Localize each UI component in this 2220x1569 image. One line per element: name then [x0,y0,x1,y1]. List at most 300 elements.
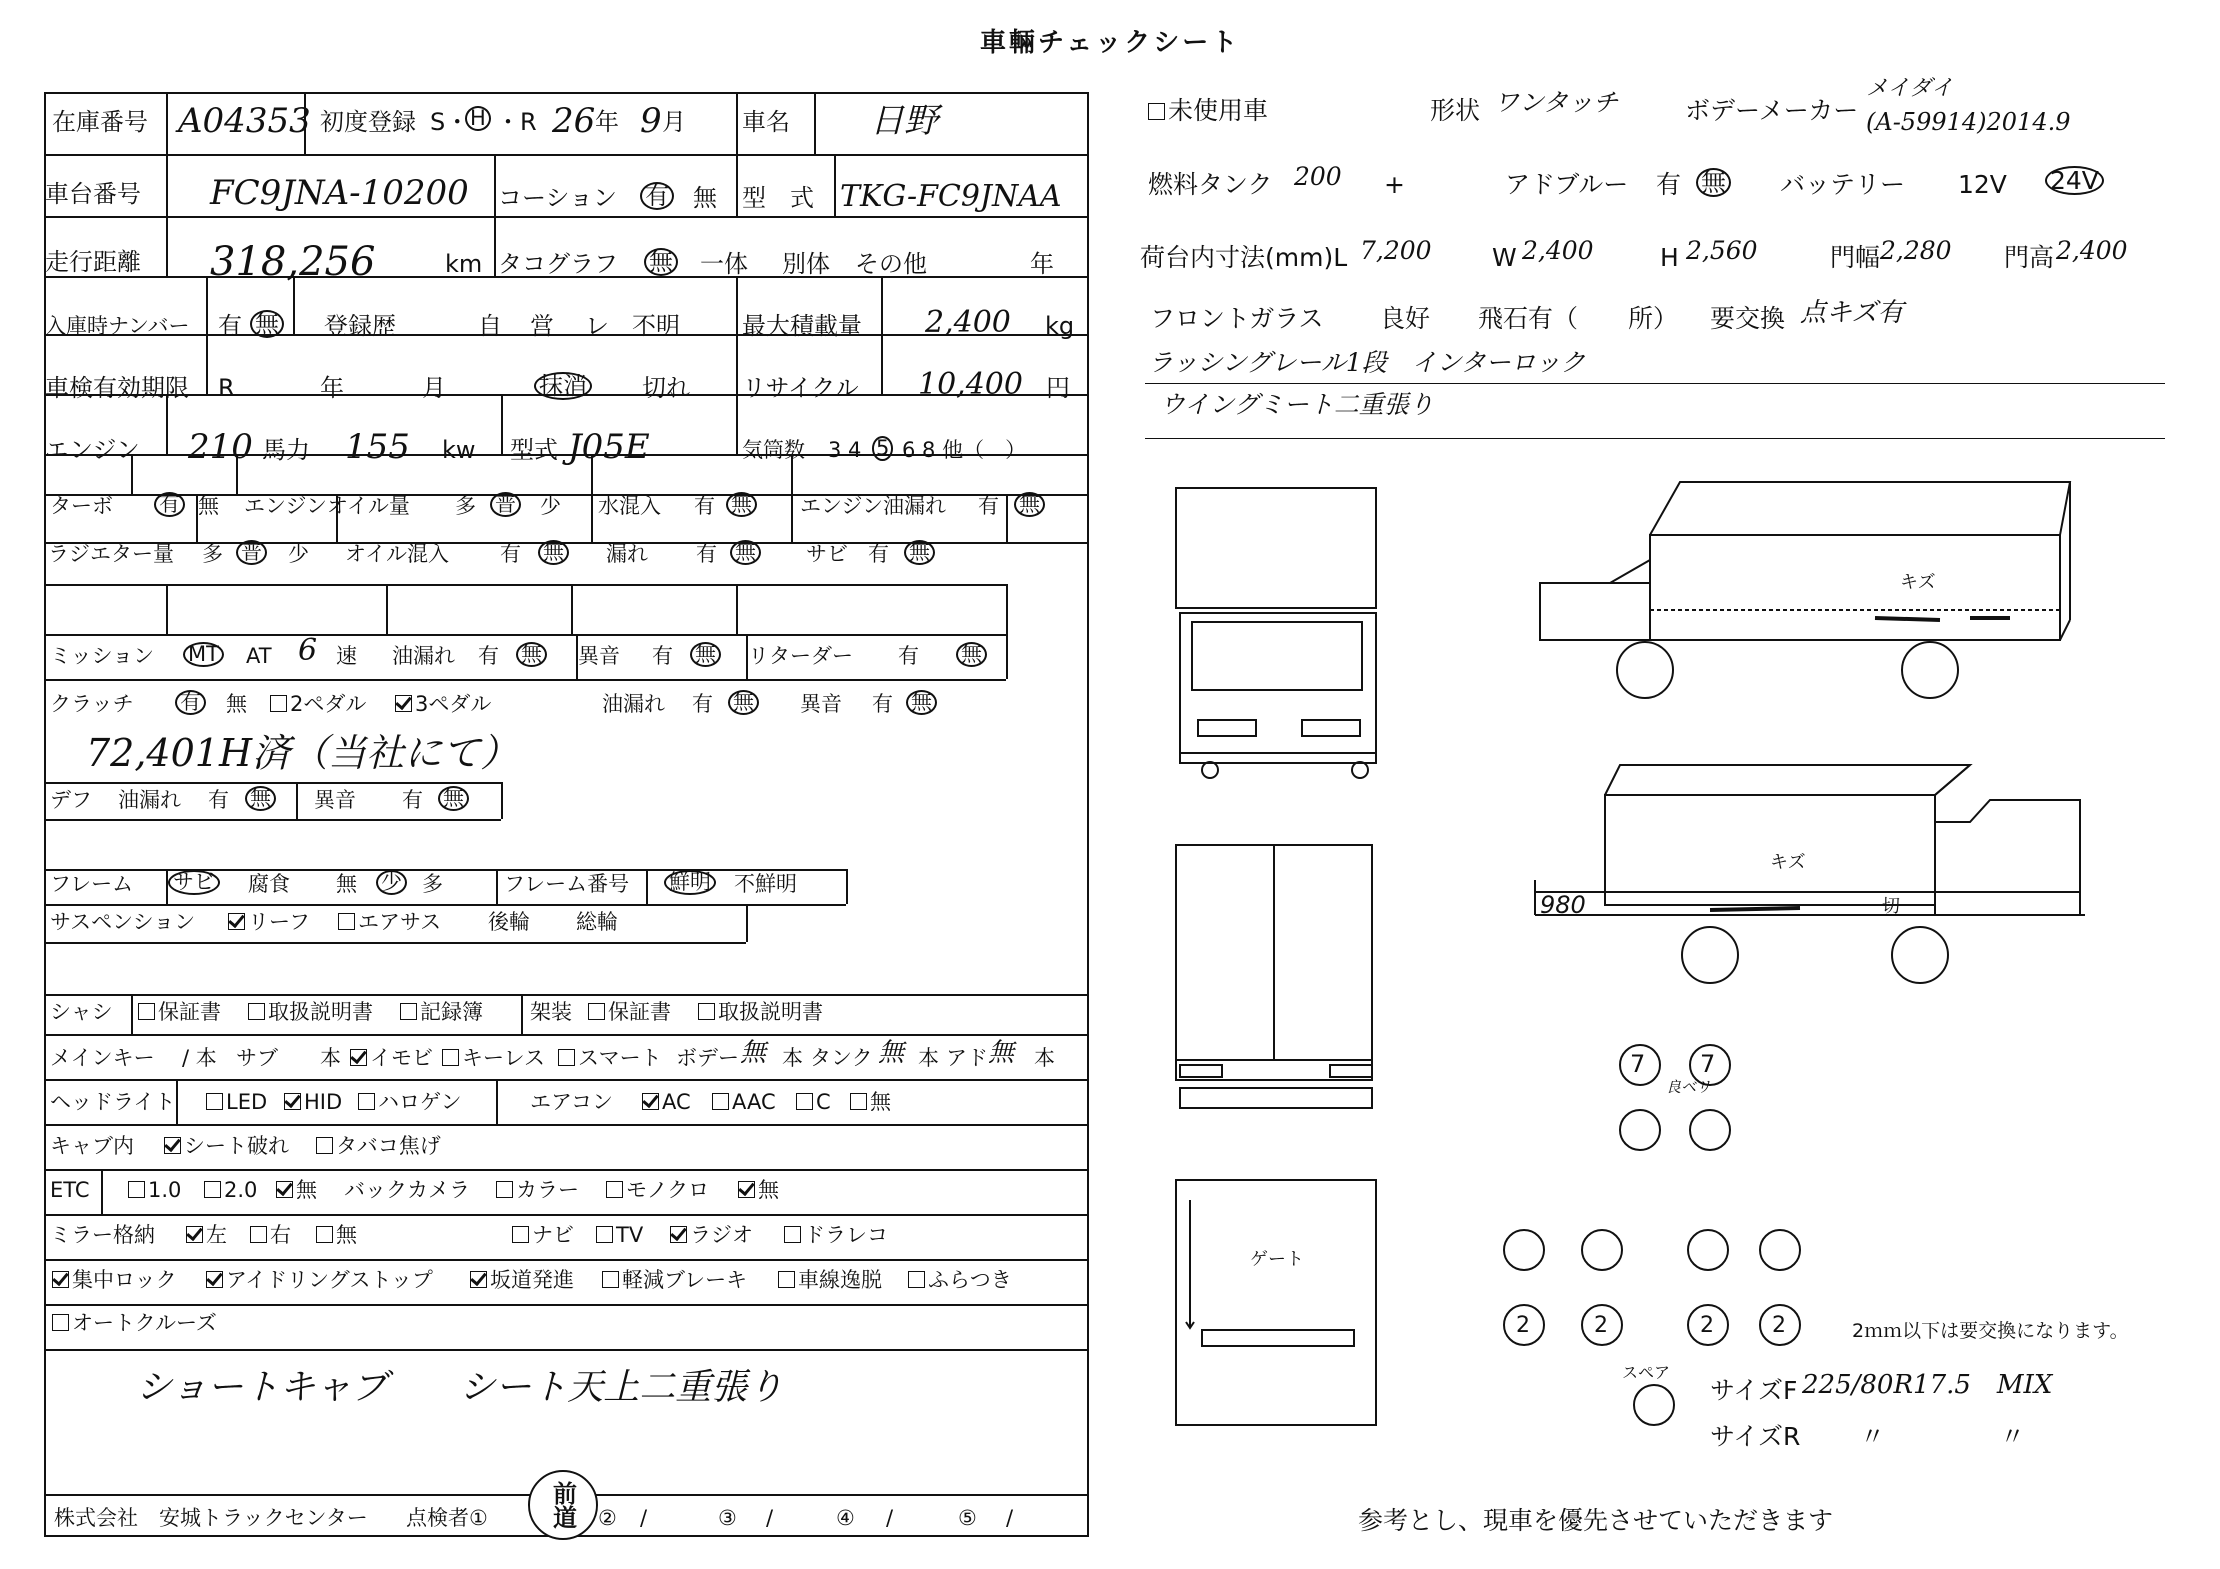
oil-mix-no: 無 [538,540,569,565]
drarec-text: ドラレコ [804,1223,888,1247]
led-checkbox[interactable] [206,1093,223,1110]
wobble-option[interactable] [908,1270,1012,1291]
c-option[interactable] [796,1092,831,1113]
fuel: 200 [1294,162,1342,191]
plate-no: 無 [250,310,284,338]
c-text: C [816,1090,831,1114]
clutch-2pedal-checkbox[interactable] [270,695,287,712]
m-leak-label: 油漏れ [392,644,455,668]
rad-many: 多 [202,542,223,566]
m-leak-yes: 有 [478,644,499,668]
etc20-option[interactable] [204,1180,257,1201]
cam-color-option[interactable] [496,1180,579,1201]
aac-checkbox[interactable] [712,1093,729,1110]
water-mix-label: 水混入 [598,494,661,518]
susp-rear: 後輪 [488,910,530,934]
radiator-label: ラジエター量 [48,542,174,566]
leak-no: 無 [730,540,761,565]
size-r-label: サイズR [1710,1422,1801,1451]
keyless-option[interactable] [442,1048,545,1069]
immobi-option[interactable] [350,1048,433,1069]
c-checkbox[interactable] [796,1093,813,1110]
dim-w: 2,400 [1522,236,1594,265]
tv-checkbox[interactable] [596,1226,613,1243]
cig-burn-checkbox[interactable] [316,1137,333,1154]
warranty-checkbox[interactable] [138,1003,155,1020]
side-view-2-body [1605,795,1935,905]
unused-checkbox[interactable] [1148,103,1165,120]
stock-no-label: 在庫番号 [52,108,148,136]
ac-checkbox[interactable] [642,1093,659,1110]
m-noise-yes: 有 [652,644,673,668]
tire-note: 2ｍｍ以下は要交換になります。 [1852,1320,2129,1342]
oil-few: 少 [540,494,561,518]
size-r-ditto-1: 〃 [1860,1422,1886,1451]
rust-label: サビ [806,542,848,566]
ac-none-checkbox[interactable] [850,1093,867,1110]
cam-mono-text: モノクロ [626,1178,710,1202]
d-noise-yes: 有 [402,788,423,812]
ac-text: AC [662,1090,691,1114]
reg-unknown: 不明 [632,312,680,340]
oil-many: 多 [455,494,476,518]
b-warranty-option[interactable] [588,1002,671,1023]
inspector-2: ② [598,1506,617,1530]
front-view-cab [1180,613,1376,763]
wobble-text: ふらつき [928,1268,1012,1292]
tacho-label: タコグラフ [498,250,618,278]
mission-at: AT [246,644,272,668]
etc-none-text: 無 [296,1178,317,1202]
etc20-text: 2.0 [224,1178,258,1202]
inspect-label: 車検有効期限 [45,374,189,402]
tire-rear-3: 2 [1700,1313,1714,1338]
central-lock-text: 集中ロック [72,1268,177,1292]
engine-leak-yes: 有 [978,494,999,518]
mission-speed: 6 [298,633,318,668]
c-noise-no: 無 [906,690,937,715]
clutch-2pedal-text: 2ペダル [290,692,367,716]
oil-mix-label: オイル混入 [345,542,449,566]
clutch-3pedal-text: 3ペダル [415,692,492,716]
turbo-label: ターボ [50,494,113,518]
radio-text: ラジオ [690,1223,753,1247]
shape-label: 形状 [1430,96,1481,125]
era-s: S・ [430,108,470,136]
idle-stop-checkbox[interactable] [206,1271,223,1288]
mirror-left-checkbox[interactable] [186,1226,203,1243]
smart-text: スマート [578,1046,662,1070]
halogen-option[interactable] [358,1092,462,1113]
key-main: / 本 [182,1046,217,1070]
slash-4: / [1006,1506,1014,1530]
navi-option[interactable] [512,1225,574,1246]
note-line-1 [1145,383,2165,384]
unused-text: 未使用車 [1168,96,1269,125]
ad-key-label: アド [946,1046,988,1070]
susp-air-checkbox[interactable] [338,913,355,930]
chassis-label: 車台番号 [45,180,141,208]
mirror-none-checkbox[interactable] [316,1226,333,1243]
d-leak-no: 無 [245,786,276,811]
navi-text: ナビ [532,1223,574,1247]
record-option[interactable] [400,1002,483,1023]
radio-checkbox[interactable] [670,1226,687,1243]
dim-h-label: H [1660,243,1679,272]
mileage: 318,256 [210,239,376,285]
frame-label: フレーム [50,872,134,896]
reg-rent: レ [585,312,609,340]
leak-yes: 有 [696,542,717,566]
frame-many: 多 [422,872,443,896]
mirror-label: ミラー格納 [50,1223,155,1247]
wheel-1b [1902,642,1958,698]
rust-yes: 有 [868,542,889,566]
central-lock-checkbox[interactable] [52,1271,69,1288]
mirror-none-option[interactable] [316,1225,357,1246]
frame-no-label: フレーム番号 [504,872,630,896]
cig-burn-option[interactable] [316,1136,441,1157]
glass-replace: 要交換 [1710,304,1786,333]
susp-air-option[interactable] [338,912,441,933]
cyl-opts: 3 4 [828,438,862,462]
brake-assist-option[interactable] [602,1270,747,1291]
unused-option[interactable] [1148,98,1268,123]
lane-depart-option[interactable] [778,1270,882,1291]
adblue-yes: 有 [1656,170,1682,199]
inspect-r: R [218,374,235,402]
gate-view [1176,1180,1376,1425]
etc20-checkbox[interactable] [204,1181,221,1198]
engine-leak-label: エンジン油漏れ [800,494,946,518]
clutch-label: クラッチ [50,692,134,716]
glass-label: フロントガラス [1150,304,1324,333]
frame-few: 少 [376,870,407,895]
plate-yes: 有 [218,312,242,340]
drarec-option[interactable] [784,1225,888,1246]
inspector-4: ④ [836,1506,855,1530]
retarder-no: 無 [956,642,987,667]
cam-none-checkbox[interactable] [738,1181,755,1198]
brake-assist-checkbox[interactable] [602,1271,619,1288]
kw-label: kw [442,436,476,464]
backcam-label: バックカメラ [344,1178,470,1202]
etc-label: ETC [50,1178,90,1202]
tank-key-label: タンク [810,1046,873,1070]
door-h-label: 門高 [2004,243,2055,272]
water-yes: 有 [694,494,715,518]
dim-h: 2,560 [1686,236,1758,265]
cruise-option[interactable] [52,1313,217,1334]
hill-start-option[interactable] [470,1270,574,1291]
tire-rear-1: 2 [1516,1313,1530,1338]
warranty-option[interactable] [138,1002,221,1023]
tire-rear-4: 2 [1772,1313,1786,1338]
fuel-plus: + [1384,170,1405,199]
m-leak-no: 無 [516,642,547,667]
wheel-2a [1682,927,1738,983]
susp-all: 総輪 [576,910,618,934]
smart-option[interactable] [558,1048,662,1069]
inspector-stamp: 前道 [528,1470,598,1540]
side-view-1-body [1650,535,2060,640]
ac-label: エアコン [530,1090,613,1114]
hid-checkbox[interactable] [284,1093,301,1110]
era-h: H [465,106,491,131]
rust-no: 無 [904,540,935,565]
smart-checkbox[interactable] [558,1049,575,1066]
engine-leak-no: 無 [1014,492,1045,517]
record-checkbox[interactable] [400,1003,417,1020]
rad-normal: 普 [236,540,267,565]
inspect-expired-mark: 抹消 [534,372,592,400]
glass-chip: 飛石有（ 所） [1478,304,1679,333]
tire-front-note: 良ベリ [1666,1078,1712,1096]
slash-3: / [886,1506,894,1530]
engine-model: J05E [568,427,650,467]
manual-option[interactable] [248,1002,373,1023]
central-lock-option[interactable] [52,1270,177,1291]
wheel-1a [1617,642,1673,698]
tacho-integrated: 一体 [700,250,748,278]
coating-yes: 有 [640,182,674,210]
glass-good: 良好 [1380,304,1431,333]
hill-start-text: 坂道発進 [490,1268,574,1292]
d-leak-label: 油漏れ [118,788,181,812]
suspension-label: サスペンション [50,910,196,934]
frame-no-unclear: 不鮮明 [734,872,797,896]
retarder-label: リターダー [748,644,853,668]
hid-option[interactable] [284,1092,342,1113]
fuel-label: 燃料タンク [1148,170,1273,199]
footer-note: 参考とし、現車を優先させていただきます [1358,1506,1834,1535]
inspector-5: ⑤ [958,1506,977,1530]
inspector-label: 点検者① [406,1506,488,1530]
seat-tear-checkbox[interactable] [164,1137,181,1154]
idle-stop-option[interactable] [206,1270,433,1291]
month-unit: 月 [662,108,686,136]
max-load-label: 最大積載量 [742,312,862,340]
cyl-selected: 5 [872,436,893,461]
inspector-3: ③ [718,1506,737,1530]
door-w: 2,280 [1880,236,1952,265]
stock-no: A04353 [178,101,311,141]
wobble-checkbox[interactable] [908,1271,925,1288]
leak-label: 漏れ [606,542,648,566]
recycle: 10,400 [918,367,1023,402]
tv-option[interactable] [596,1225,643,1246]
car-name: 日野 [870,101,938,141]
susp-leaf-option[interactable] [228,912,310,933]
seat-tear-text: シート破れ [184,1134,289,1158]
aac-text: AAC [732,1090,776,1114]
manual-checkbox[interactable] [248,1003,265,1020]
idle-stop-text: アイドリングストップ [226,1268,433,1292]
b-warranty-checkbox[interactable] [588,1003,605,1020]
c-leak-yes: 有 [692,692,713,716]
first-reg-month: 9 [640,101,662,141]
engine-label: エンジン [45,436,140,464]
mission-label: ミッション [50,644,155,668]
cam-none-text: 無 [758,1178,779,1202]
etc10-text: 1.0 [148,1178,182,1202]
mileage-label: 走行距離 [45,248,141,276]
d-noise-no: 無 [438,786,469,811]
tv-text: TV [616,1223,644,1247]
kg-unit: kg [1045,312,1075,340]
cam-color-checkbox[interactable] [496,1181,513,1198]
clutch-3pedal-checkbox[interactable] [395,695,412,712]
sheet-title: 車輛チェックシート [980,28,1241,58]
mirror-left-text: 左 [206,1223,227,1247]
immobi-checkbox[interactable] [350,1049,367,1066]
halogen-checkbox[interactable] [358,1093,375,1110]
mirror-right-option[interactable] [250,1225,291,1246]
frame-no-clear: 鮮明 [664,870,716,895]
etc10-option[interactable] [128,1180,181,1201]
recycle-label: リサイクル [742,374,859,402]
diff-label: デフ [50,788,92,812]
c-leak-label: 油漏れ [602,692,665,716]
tank-key-unit: 本 [918,1046,939,1070]
gate-label: ゲート [1250,1249,1304,1270]
body-key: 無 [740,1038,767,1068]
body-maker-no: (A-59914)2014.9 [1866,108,2071,136]
chassis-docs-label: シャシ [50,1000,113,1024]
mirror-right-text: 右 [270,1223,291,1247]
record-text: 記録簿 [420,1000,483,1024]
etc-none-checkbox[interactable] [276,1181,293,1198]
coating-label: コーション [498,184,618,212]
front-view-top [1176,488,1376,608]
first-reg-year: 26 [552,101,596,141]
frame-none: 無 [336,872,357,896]
ac-option[interactable] [642,1092,691,1113]
seat-tear-option[interactable] [164,1136,289,1157]
navi-checkbox[interactable] [512,1226,529,1243]
size-r-ditto-2: 〃 [2000,1422,2026,1451]
oil-qty-label: エンジンオイル量 [244,494,410,518]
inspect-year: 年 [320,374,344,402]
hp: 210 [188,427,253,467]
susp-air-text: エアサス [358,910,442,934]
hill-start-checkbox[interactable] [470,1271,487,1288]
dim-w-label: W [1492,243,1517,272]
etc-none-option[interactable] [276,1180,317,1201]
adblue-no: 無 [1696,168,1731,197]
tire-front-left: 7 [1630,1050,1646,1078]
key-sub: 本 [320,1046,341,1070]
km-unit: km [445,250,483,278]
plate-label: 入庫時ナンバー [45,314,190,338]
d-leak-yes: 有 [208,788,229,812]
size-f: 225/80R17.5 MIX [1802,1370,2053,1400]
mirror-right-checkbox[interactable] [250,1226,267,1243]
c-noise-label: 異音 [800,692,842,716]
drarec-checkbox[interactable] [784,1226,801,1243]
turbo-yes: 有 [154,492,185,517]
slash-1: / [640,1506,648,1530]
height-value: 980 [1540,891,1586,919]
susp-leaf-checkbox[interactable] [228,913,245,930]
key-sub-label: サブ [236,1046,278,1070]
inspect-expired: 切れ [642,374,690,402]
c-leak-no: 無 [728,690,759,715]
radio-option[interactable] [670,1225,753,1246]
yen-unit: 円 [1046,374,1070,402]
headlight-label: ヘッドライト [50,1090,176,1114]
note-line-2 [1145,438,2165,439]
b-manual-checkbox[interactable] [698,1003,715,1020]
lane-depart-checkbox[interactable] [778,1271,795,1288]
dim-l: 7,200 [1360,236,1432,265]
damage-mark-2: キズ [1770,852,1806,873]
kw: 155 [345,427,410,467]
tacho-separate: 別体 [782,250,830,278]
frame-corrosion: 腐食 [248,872,290,896]
clutch-2pedal-option[interactable] [270,694,366,715]
clutch-no: 無 [226,692,247,716]
key-label: メインキー [50,1046,155,1070]
tire-rear-2: 2 [1594,1313,1608,1338]
engine-model-label: 型式 [510,436,558,464]
ad-key-unit: 本 [1034,1046,1055,1070]
ac-none-text: 無 [870,1090,891,1114]
inspect-month: 月 [422,374,446,402]
tank-key: 無 [878,1038,905,1068]
clutch-3pedal-option[interactable] [395,694,491,715]
keyless-checkbox[interactable] [442,1049,459,1066]
cruise-checkbox[interactable] [52,1314,69,1331]
susp-leaf-text: リーフ [248,910,310,934]
halogen-text: ハロゲン [378,1090,462,1114]
cam-mono-option[interactable] [606,1180,709,1201]
brake-assist-text: 軽減ブレーキ [622,1268,748,1292]
etc10-checkbox[interactable] [128,1181,145,1198]
led-option[interactable] [206,1092,267,1113]
adblue-label: アドブルー [1505,170,1629,199]
size-f-label: サイズF [1710,1376,1798,1405]
cyl-opts-2: 6 8 他（ ） [902,438,1027,462]
glass-note: 点キズ有 [1800,298,1904,328]
cyl-label: 気筒数 [742,438,805,462]
dim-label: 荷台内寸法(mm)L [1140,243,1348,272]
b-manual-option[interactable] [698,1002,823,1023]
battery-24v: 24V [2045,166,2104,195]
cam-none-option[interactable] [738,1180,779,1201]
aac-option[interactable] [712,1092,776,1113]
body-maker-label: ボデーメーカー [1685,96,1859,125]
turbo-no: 無 [198,494,219,518]
manual-text: 取扱説明書 [268,1000,373,1024]
immobi-text: イモビ [370,1046,433,1070]
cut-mark: 切 [1882,896,1900,917]
era-r: ・R [496,108,537,136]
keyless-text: キーレス [462,1046,545,1070]
tacho-other: その他 [855,250,927,278]
ac-none-option[interactable] [850,1092,891,1113]
model-label: 型 式 [742,184,814,212]
bottom-note: ショートキャブ シート天上二重張り [136,1367,784,1408]
car-name-label: 車名 [742,108,790,136]
cam-mono-checkbox[interactable] [606,1181,623,1198]
oil-mix-yes: 有 [500,542,521,566]
battery-12v: 12V [1958,170,2007,199]
b-manual-text: 取扱説明書 [718,1000,823,1024]
lane-depart-text: 車線逸脱 [798,1268,882,1292]
mirror-left-option[interactable] [186,1225,227,1246]
m-noise-no: 無 [690,642,721,667]
